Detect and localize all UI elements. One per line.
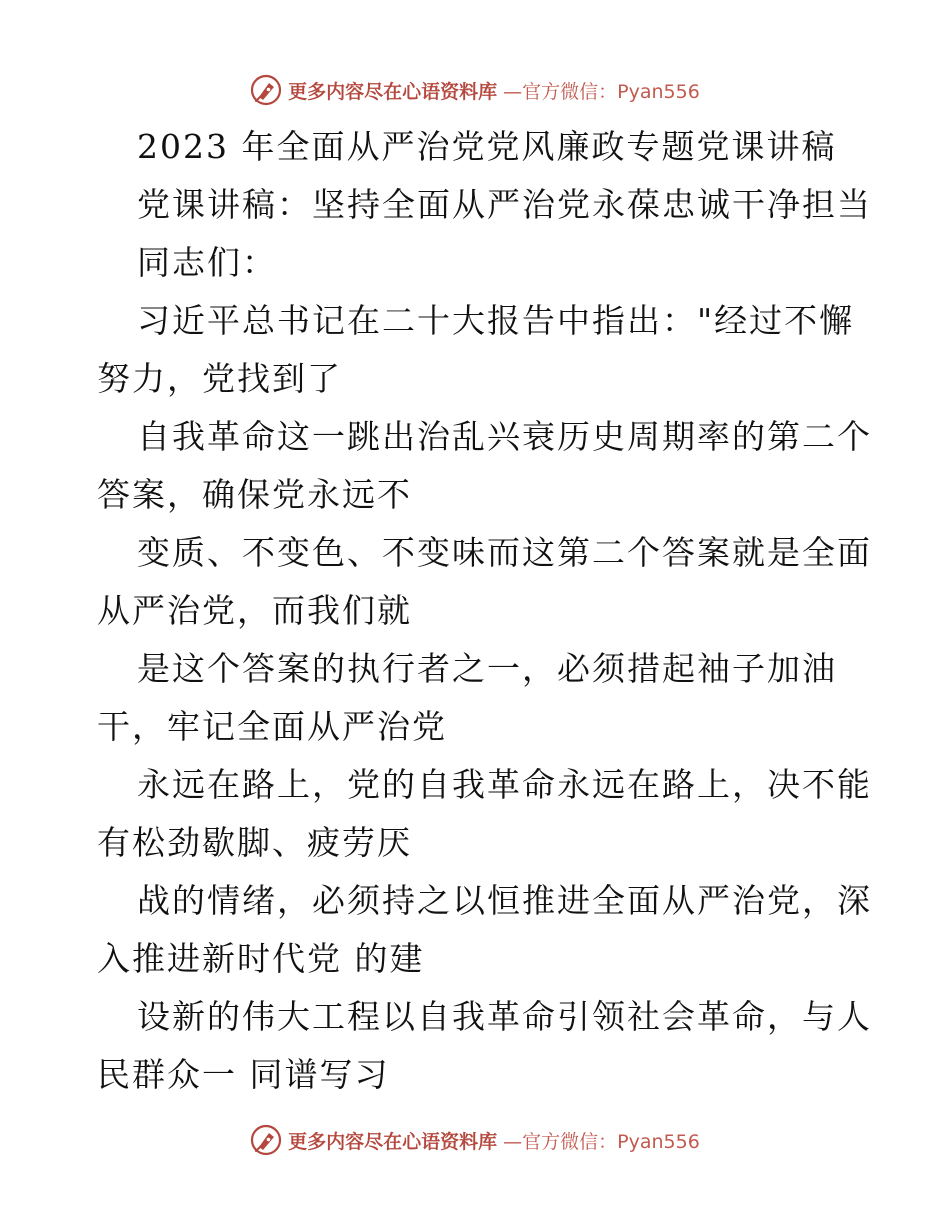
header-banner bbox=[0, 70, 950, 110]
pen-nib-logo-icon bbox=[250, 74, 282, 106]
body-line: 入推进新时代党 的建 bbox=[97, 939, 425, 978]
body-line: 答案，确保党永远不 bbox=[97, 475, 412, 514]
body-line: 自我革命这一跳出治乱兴衰历史周期率的第二个 bbox=[137, 417, 872, 456]
banner-brand-text: 更多内容尽在心语资料库 bbox=[288, 80, 498, 103]
document-title: 2023 年全面从严治党党风廉政专题党课讲稿 bbox=[137, 127, 837, 166]
document-subtitle: 党课讲稿：坚持全面从严治党永葆忠诚干净担当 bbox=[137, 185, 872, 224]
document-body bbox=[97, 118, 872, 1104]
banner-contact-text: —官方微信：Pyan556 bbox=[503, 1130, 700, 1153]
pen-nib-logo-icon bbox=[250, 1124, 282, 1156]
body-line: 是这个答案的执行者之一，必须措起袖子加油 bbox=[137, 649, 837, 688]
body-line: 习近平总书记在二十大报告中指出："经过不懈 bbox=[137, 301, 855, 340]
body-line: 努力，党找到了 bbox=[97, 359, 342, 398]
body-line: 战的情绪，必须持之以恒推进全面从严治党，深 bbox=[137, 881, 872, 920]
body-line: 永远在路上，党的自我革命永远在路上，决不能 bbox=[137, 765, 872, 804]
footer-banner bbox=[0, 1120, 950, 1160]
body-line: 有松劲歇脚、疲劳厌 bbox=[97, 823, 412, 862]
salutation: 同志们： bbox=[137, 243, 277, 282]
banner-brand-text: 更多内容尽在心语资料库 bbox=[288, 1130, 498, 1153]
body-line: 干，牢记全面从严治党 bbox=[97, 707, 447, 746]
body-line: 从严治党，而我们就 bbox=[97, 591, 412, 630]
body-line: 民群众一 同谱写习 bbox=[97, 1055, 390, 1094]
body-line: 变质、不变色、不变味而这第二个答案就是全面 bbox=[137, 533, 872, 572]
body-line: 设新的伟大工程以自我革命引领社会革命，与人 bbox=[137, 997, 872, 1036]
banner-contact-text: —官方微信：Pyan556 bbox=[503, 80, 700, 103]
